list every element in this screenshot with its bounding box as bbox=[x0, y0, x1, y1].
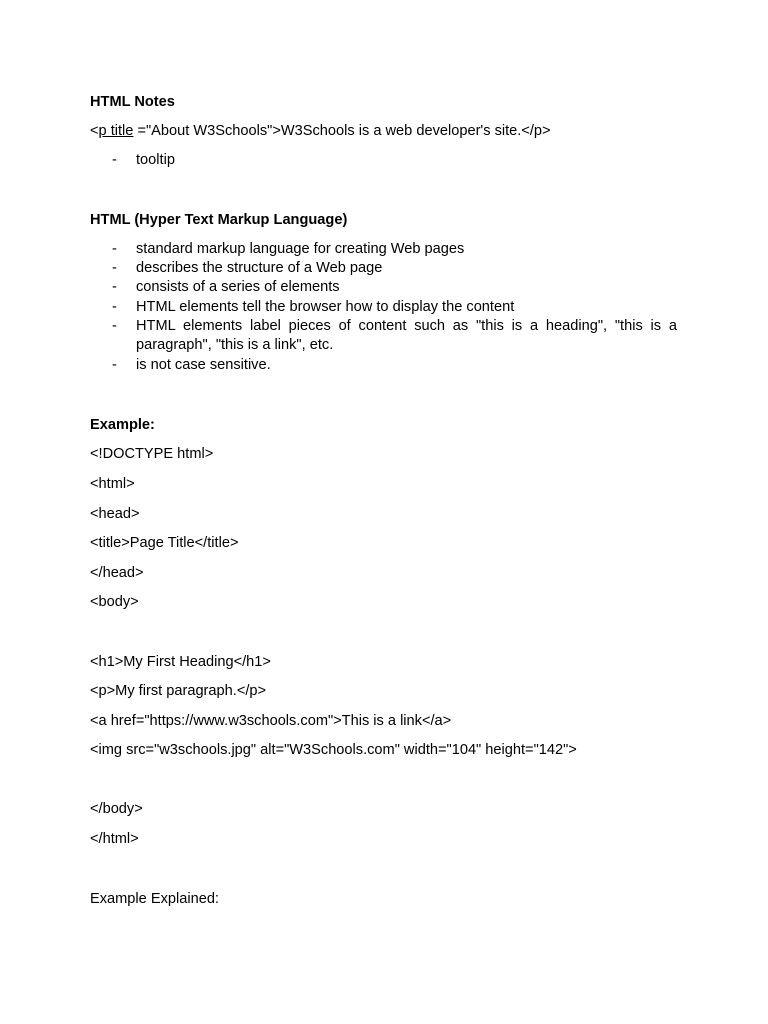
p-title-rest: ="About W3Schools">W3Schools is a web developer's site.</p> bbox=[133, 123, 551, 139]
code-line: </body> bbox=[90, 801, 143, 817]
p-title-underlined: p title bbox=[98, 123, 134, 139]
example-heading: Example: bbox=[90, 417, 155, 433]
code-line: <!DOCTYPE html> bbox=[90, 446, 214, 462]
bullet-item: HTML elements label pieces of content such as "this is a heading", "this is a paragraph", "this is a link", etc. bbox=[136, 318, 677, 354]
code-line: </head> bbox=[90, 565, 144, 581]
bullet-item: is not case sensitive. bbox=[136, 357, 271, 373]
code-line: <h1>My First Heading</h1> bbox=[90, 654, 271, 670]
bullet-item: consists of a series of elements bbox=[136, 279, 340, 295]
tooltip-bullet-dash: - bbox=[112, 152, 117, 168]
bullet-item: describes the structure of a Web page bbox=[136, 260, 383, 276]
code-line: <title>Page Title</title> bbox=[90, 535, 239, 551]
example-explained-heading: Example Explained: bbox=[90, 891, 219, 907]
bullet-dash: - bbox=[112, 357, 117, 373]
bullet-item: standard markup language for creating Web pages bbox=[136, 241, 465, 257]
code-line: <img src="w3schools.jpg" alt="W3Schools.com" width="104" height="142"> bbox=[90, 742, 577, 758]
p-title-open: < bbox=[90, 123, 99, 139]
bullet-item: HTML elements tell the browser how to display the content bbox=[136, 299, 515, 315]
code-line: <html> bbox=[90, 476, 135, 492]
bullet-dash: - bbox=[112, 241, 117, 257]
p-title-example-line bbox=[90, 122, 551, 140]
bullet-dash: - bbox=[112, 260, 117, 276]
html-heading: HTML (Hyper Text Markup Language) bbox=[90, 212, 348, 228]
code-line: <head> bbox=[90, 506, 140, 522]
notes-heading: HTML Notes bbox=[90, 94, 175, 110]
bullet-dash: - bbox=[112, 279, 117, 295]
bullet-dash: - bbox=[112, 299, 117, 315]
bullet-dash: - bbox=[112, 318, 117, 334]
code-line: <p>My first paragraph.</p> bbox=[90, 683, 267, 699]
code-line: </html> bbox=[90, 831, 139, 847]
tooltip-bullet-text: tooltip bbox=[136, 152, 175, 168]
code-line: <body> bbox=[90, 594, 139, 610]
code-line: <a href="https://www.w3schools.com">This is a link</a> bbox=[90, 713, 452, 729]
